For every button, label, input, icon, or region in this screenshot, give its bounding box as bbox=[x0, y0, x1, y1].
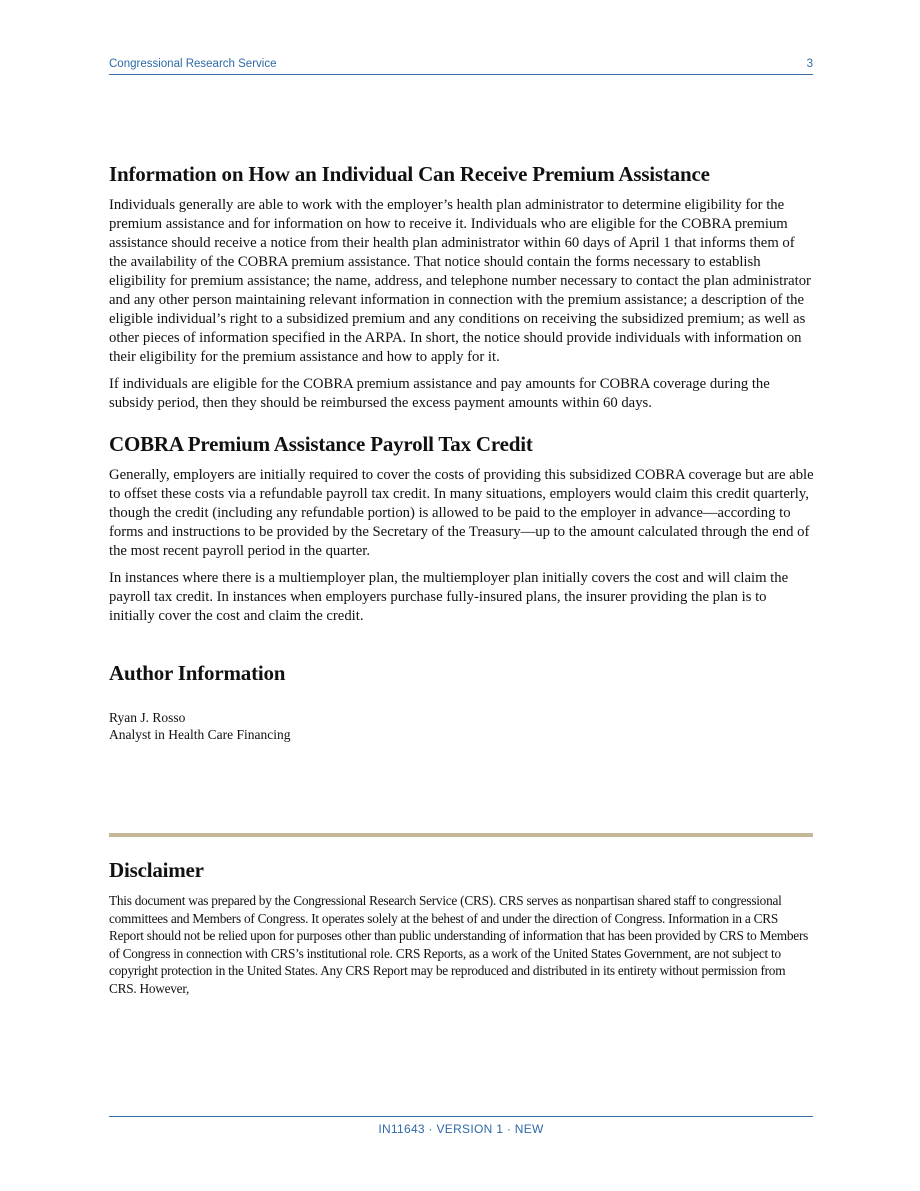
section-divider bbox=[109, 833, 813, 837]
header-org-name: Congressional Research Service bbox=[109, 58, 277, 70]
paragraph-info-1: Individuals generally are able to work with the employer’s health plan administrator to determine eligibility for the premium assistance and for information on how to receive it. Individuals who are eligible for the COBRA premium assistance should receive a notice from their health plan administrator within 60 days of April 1 that informs them of the availability of the COBRA premium assistance. That notice should contain the forms necessary to establish eligibility for premium assistance; the name, address, and telephone number necessary to contact the plan administrator and any other person maintaining relevant information in connection with the premium assistance; a description of the eligible individual’s right to a subsidized premium and any conditions on receiving the subsidized premium; as well as other pieces of information specified in the ARPA. In short, the notice should provide individuals with information on their eligibility for the premium assistance and how to apply for it. bbox=[109, 197, 811, 365]
paragraph-info-2: If individuals are eligible for the COBRA premium assistance and pay amounts for COBRA coverage during the subsidy period, then they should be reimbursed the excess payment amounts within 60 days. bbox=[109, 376, 770, 411]
paragraph-cobra-1: Generally, employers are initially required to cover the costs of providing this subsidized COBRA coverage but are able to offset these costs via a refundable payroll tax credit. In many situations, employers would claim this credit quarterly, though the credit (including any refundable portion) is allowed to be paid to the employer in advance—according to forms and instructions to be provided by the Secretary of the Treasury—up to the amount calculated through the end of the most recent payroll period in the quarter. bbox=[109, 467, 814, 559]
heading-author-information: Author Information bbox=[109, 661, 286, 685]
author-block bbox=[109, 709, 815, 743]
header-page-number: 3 bbox=[806, 58, 813, 70]
disclaimer-text: This document was prepared by the Congressional Research Service (CRS). CRS serves as nonpartisan shared staff to congressional committees and Members of Congress. It operates solely at the behest of and under the direction of Congress. Information in a CRS Report should not be relied upon for purposes other than public understanding of information that has been provided by CRS to Members of Congress in connection with CRS’s institutional role. CRS Reports, as a work of the United States Government, are not subject to copyright protection in the United States. Any CRS Report may be reproduced and distributed in its entirety without permission from CRS. However, bbox=[109, 893, 809, 996]
heading-disclaimer: Disclaimer bbox=[109, 858, 204, 882]
footer-doc-id: IN11643 · VERSION 1 · NEW bbox=[378, 1122, 544, 1136]
heading-payroll-tax-credit: COBRA Premium Assistance Payroll Tax Credit bbox=[109, 432, 533, 456]
document-body bbox=[109, 160, 815, 998]
author-title: Analyst in Health Care Financing bbox=[109, 727, 291, 742]
heading-premium-assistance-info: Information on How an Individual Can Receive Premium Assistance bbox=[109, 162, 710, 186]
page-header bbox=[109, 57, 813, 75]
paragraph-cobra-2: In instances where there is a multiemployer plan, the multiemployer plan initially covers the cost and will claim the payroll tax credit. In instances when employers purchase fully-insured plans, the insurer providing the plan is to initially cover the cost and claim the credit. bbox=[109, 570, 789, 624]
author-name: Ryan J. Rosso bbox=[109, 710, 186, 725]
page-footer bbox=[109, 1116, 813, 1136]
